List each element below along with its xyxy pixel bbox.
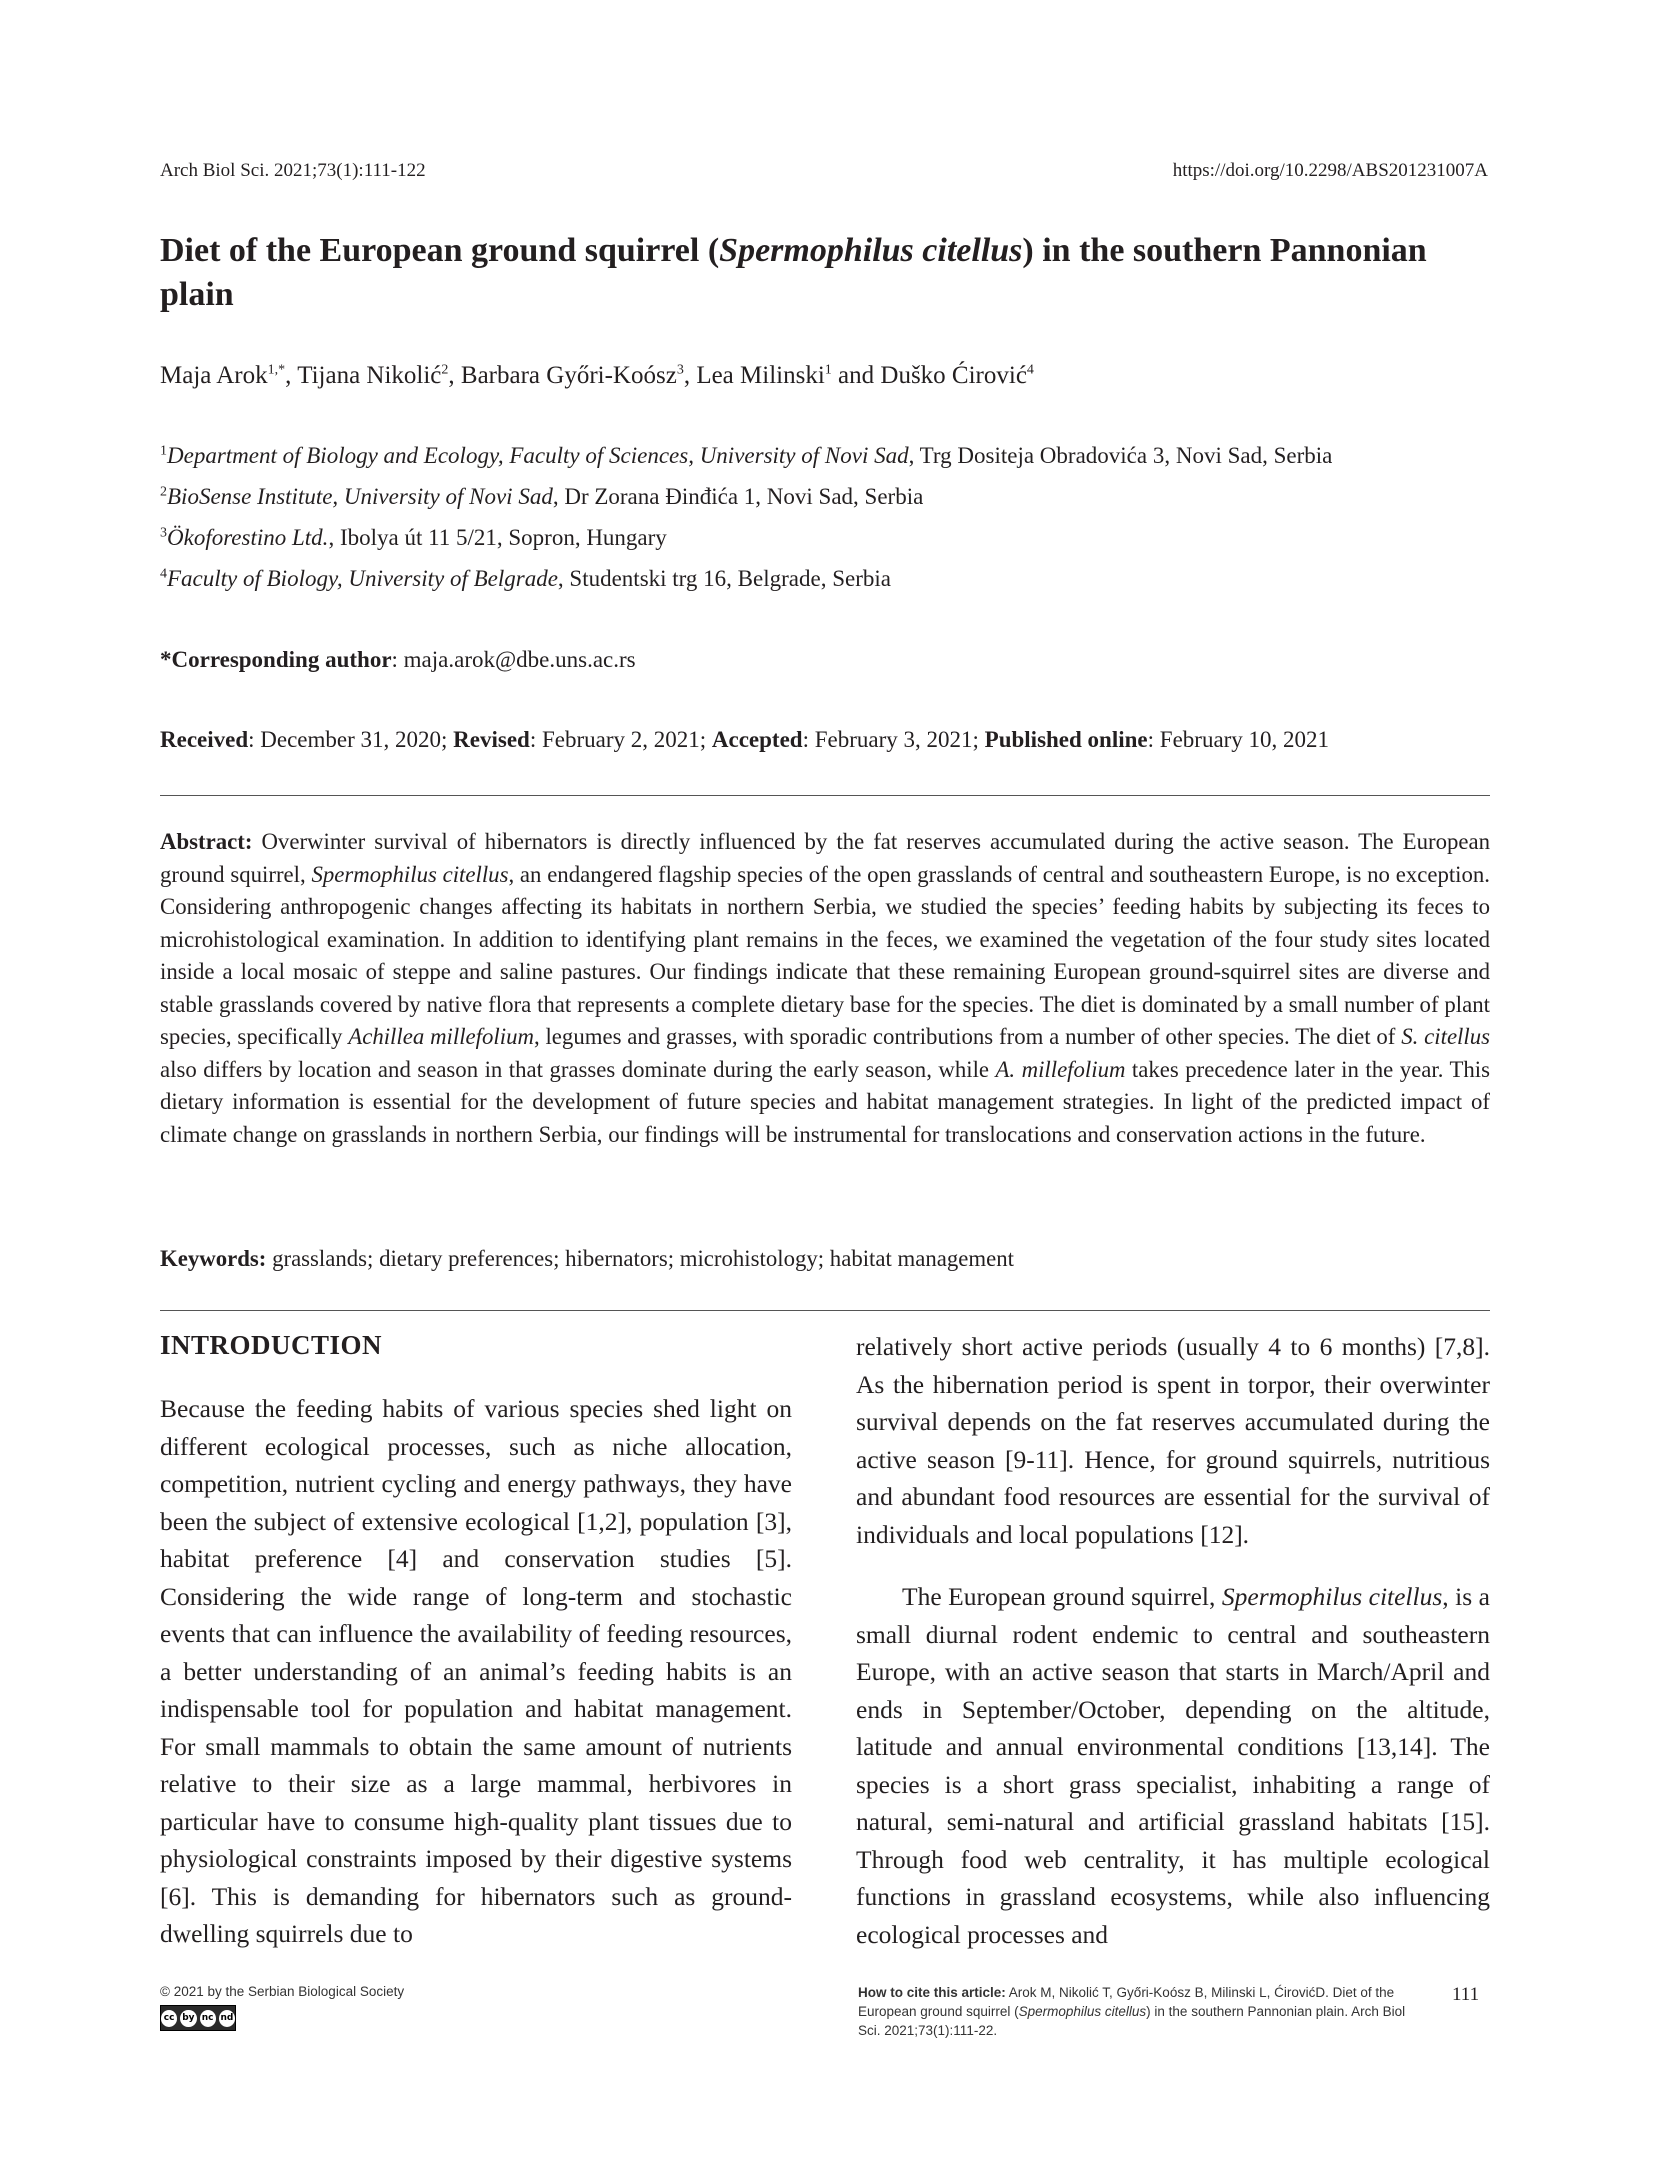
abstract-text: takes precedence later in the year. This dietary information is essential for the development of future species and habitat management strategies. In light of the predicted impact of climate change on grasslands in northern Serbia, our findings will be instrumental for translocations and conservation actions in the future. (160, 1056, 1490, 1147)
paragraph: Because the feeding habits of various species shed light on different ecological processes, such as niche allocation, competition, nutrient cycling and energy pathways, they have been the subject of extensive ecological [1,2], population [3], habitat preference [4] and conservation studies [5]. Considering the wide range of long-term and stochastic events that can influence the availability of feeding resources, a better understanding of an animal’s feeding habits is an indispensable tool for population and habitat management. For small mammals to obtain the same amount of nutrients relative to their size as a large mammal, herbivores in particular have to consume high-quality plant tissues due to physiological constraints imposed by their digestive systems [6]. This is demanding for hibernators such as ground-dwelling squirrels due to (160, 1394, 792, 1948)
keywords-text: grasslands; dietary preferences; hibernators; microhistology; habitat management (266, 1246, 1014, 1271)
abstract-species: A. millefolium (995, 1056, 1126, 1082)
affiliation-number: 3 (160, 525, 167, 541)
author-affiliation-mark: 3 (676, 362, 684, 378)
author-separator: , (448, 362, 461, 389)
affiliation-address: , Studentski trg 16, Belgrade, Serbia (557, 566, 891, 591)
cc-icon: cc (161, 2010, 177, 2027)
keywords-label: Keywords: (160, 1246, 267, 1271)
abstract-label: Abstract: (160, 829, 253, 854)
affiliation-number: 4 (160, 566, 167, 582)
affiliation-address: , Ibolya út 11 5/21, Sopron, Hungary (328, 525, 667, 550)
affiliation-number: 2 (160, 484, 167, 500)
revised-date: : February 2, 2021; (529, 727, 712, 752)
author-separator: and (831, 362, 881, 389)
author-name: Lea Milinski (696, 362, 825, 389)
title-part-2: ) in the southern Pannonian plain (160, 232, 1427, 313)
cite-text: ) in the southern Pannonian plain. Arch Biol Sci. 2021;73(1):111-22. (858, 2004, 1406, 2038)
abstract-species: Achillea millefolium (348, 1024, 534, 1049)
paragraph (856, 1578, 1490, 1953)
abstract-species: Spermophilus citellus (311, 861, 509, 887)
abstract (160, 826, 1490, 1151)
received-label: Received (160, 727, 249, 752)
author-name: Maja Arok (160, 362, 268, 389)
author-name: Barbara Győri-Koósz (460, 362, 677, 389)
title-species: Spermophilus citellus (719, 232, 1023, 269)
article-title (160, 229, 1500, 317)
author-separator: , (285, 362, 298, 389)
keywords (160, 1246, 1014, 1272)
accepted-label: Accepted (711, 727, 803, 752)
paragraph-text: The European ground squirrel, (902, 1582, 1222, 1611)
affiliation (160, 484, 923, 510)
affiliation-institution: Faculty of Biology, University of Belgrade (167, 566, 558, 591)
author-name: Tijana Nikolić (297, 362, 442, 389)
page-number: 111 (1452, 1984, 1480, 2005)
author-affiliation-mark: 2 (441, 362, 449, 378)
paragraph: relatively short active periods (usually 4 to 6 months) [7,8]. As the hibernation period is spent in torpor, their overwinter survival depends on the fat reserves accumulated during the active season [9-11]. Hence, for ground squirrels, nutritious and abundant food resources are essential for the survival of individuals and local populations [12]. (856, 1332, 1490, 1549)
by-icon: by (180, 2010, 196, 2027)
affiliation (160, 525, 667, 551)
creative-commons-license-icon[interactable] (160, 2005, 236, 2031)
species-name: Spermophilus citellus (1221, 1582, 1443, 1611)
corresponding-author (160, 647, 636, 673)
cite-label: How to cite this article: (858, 1985, 1006, 2000)
affiliation-institution: BioSense Institute, University of Novi Sad (167, 484, 553, 509)
publication-dates (160, 727, 1510, 753)
accepted-date: : February 3, 2021; (802, 727, 985, 752)
how-to-cite (858, 1983, 1418, 2040)
corresponding-label: *Corresponding author (160, 647, 392, 672)
section-heading: INTRODUCTION (160, 1330, 383, 1360)
author-list (160, 362, 1034, 390)
author-name: Duško Ćirović (880, 362, 1027, 389)
title-part-1: Diet of the European ground squirrel ( (160, 232, 720, 269)
author-affiliation-mark: 1,* (267, 362, 286, 378)
revised-label: Revised (453, 727, 530, 752)
nc-icon: nc (200, 2010, 216, 2027)
journal-citation: Arch Biol Sci. 2021;73(1):111-122 (160, 160, 426, 181)
abstract-text: , an endangered flagship species of the open grasslands of central and southeastern Europe, is no exception. Considering anthropogenic changes affecting its habitats in northern Serbia, we studied the species’ feeding habits by subjecting its feces to microhistological examination. In addition to identifying plant remains in the feces, we examined the vegetation of the four study sites located inside a local mosaic of steppe and saline pastures. Our findings indicate that these remaining European ground-squirrel sites are diverse and stable grasslands covered by native flora that represents a complete dietary base for the species. The diet is dominated by a small number of plant species, specifically (160, 861, 1491, 1049)
affiliation-institution: Ökoforestino Ltd. (167, 525, 329, 550)
affiliation-number: 1 (160, 443, 167, 459)
author-affiliation-mark: 4 (1026, 362, 1034, 378)
abstract-text: also differs by location and season in that grasses dominate during the early season, while (160, 1056, 996, 1082)
body-column-right (856, 1328, 1490, 1953)
affiliation (160, 443, 1332, 469)
affiliation (160, 566, 891, 592)
corresponding-email[interactable]: : maja.arok@dbe.uns.ac.rs (391, 647, 636, 672)
author-separator: , (683, 362, 697, 389)
affiliation-institution: Department of Biology and Ecology, Faculty of Sciences, University of Novi Sad (167, 443, 909, 468)
copyright-notice: © 2021 by the Serbian Biological Society (160, 1984, 405, 1999)
nd-icon: nd (219, 2010, 235, 2027)
published-label: Published online (984, 727, 1148, 752)
cite-text: Arok M, Nikolić T, Győri-Koósz B, Milinski L, ĆirovićD. Diet of the European ground squirrel ( (858, 1985, 1395, 2019)
abstract-text: Overwinter survival of hibernators is directly influenced by the fat reserves accumulated during the active season. The European ground squirrel, (160, 829, 1490, 887)
affiliation-address: , Dr Zorana Đinđića 1, Novi Sad, Serbia (552, 484, 924, 509)
divider (160, 1310, 1490, 1311)
received-date: : December 31, 2020; (248, 727, 454, 752)
published-date: : February 10, 2021 (1147, 727, 1330, 752)
affiliation-address: , Trg Dositeja Obradovića 3, Novi Sad, Serbia (908, 443, 1333, 468)
divider (160, 795, 1490, 796)
abstract-species: S. citellus (1401, 1024, 1490, 1049)
author-affiliation-mark: 1 (824, 362, 832, 378)
paragraph-text: , is a small diurnal rodent endemic to central and southeastern Europe, with an active season that starts in March/April and ends in September/October, depending on the altitude, latitude and annual environmental conditions [13,14]. The species is a short grass specialist, inhabiting a range of natural, semi-natural and artificial grassland habitats [15]. Through food web centrality, it has multiple ecological functions in grassland ecosystems, while also influencing ecological processes and (856, 1582, 1490, 1949)
abstract-text: , legumes and grasses, with sporadic contributions from a number of other species. The diet of (533, 1024, 1402, 1049)
cite-species: Spermophilus citellus (1018, 2004, 1147, 2019)
doi-link[interactable]: https://doi.org/10.2298/ABS201231007A (1172, 160, 1488, 181)
body-column-left (160, 1390, 792, 1953)
